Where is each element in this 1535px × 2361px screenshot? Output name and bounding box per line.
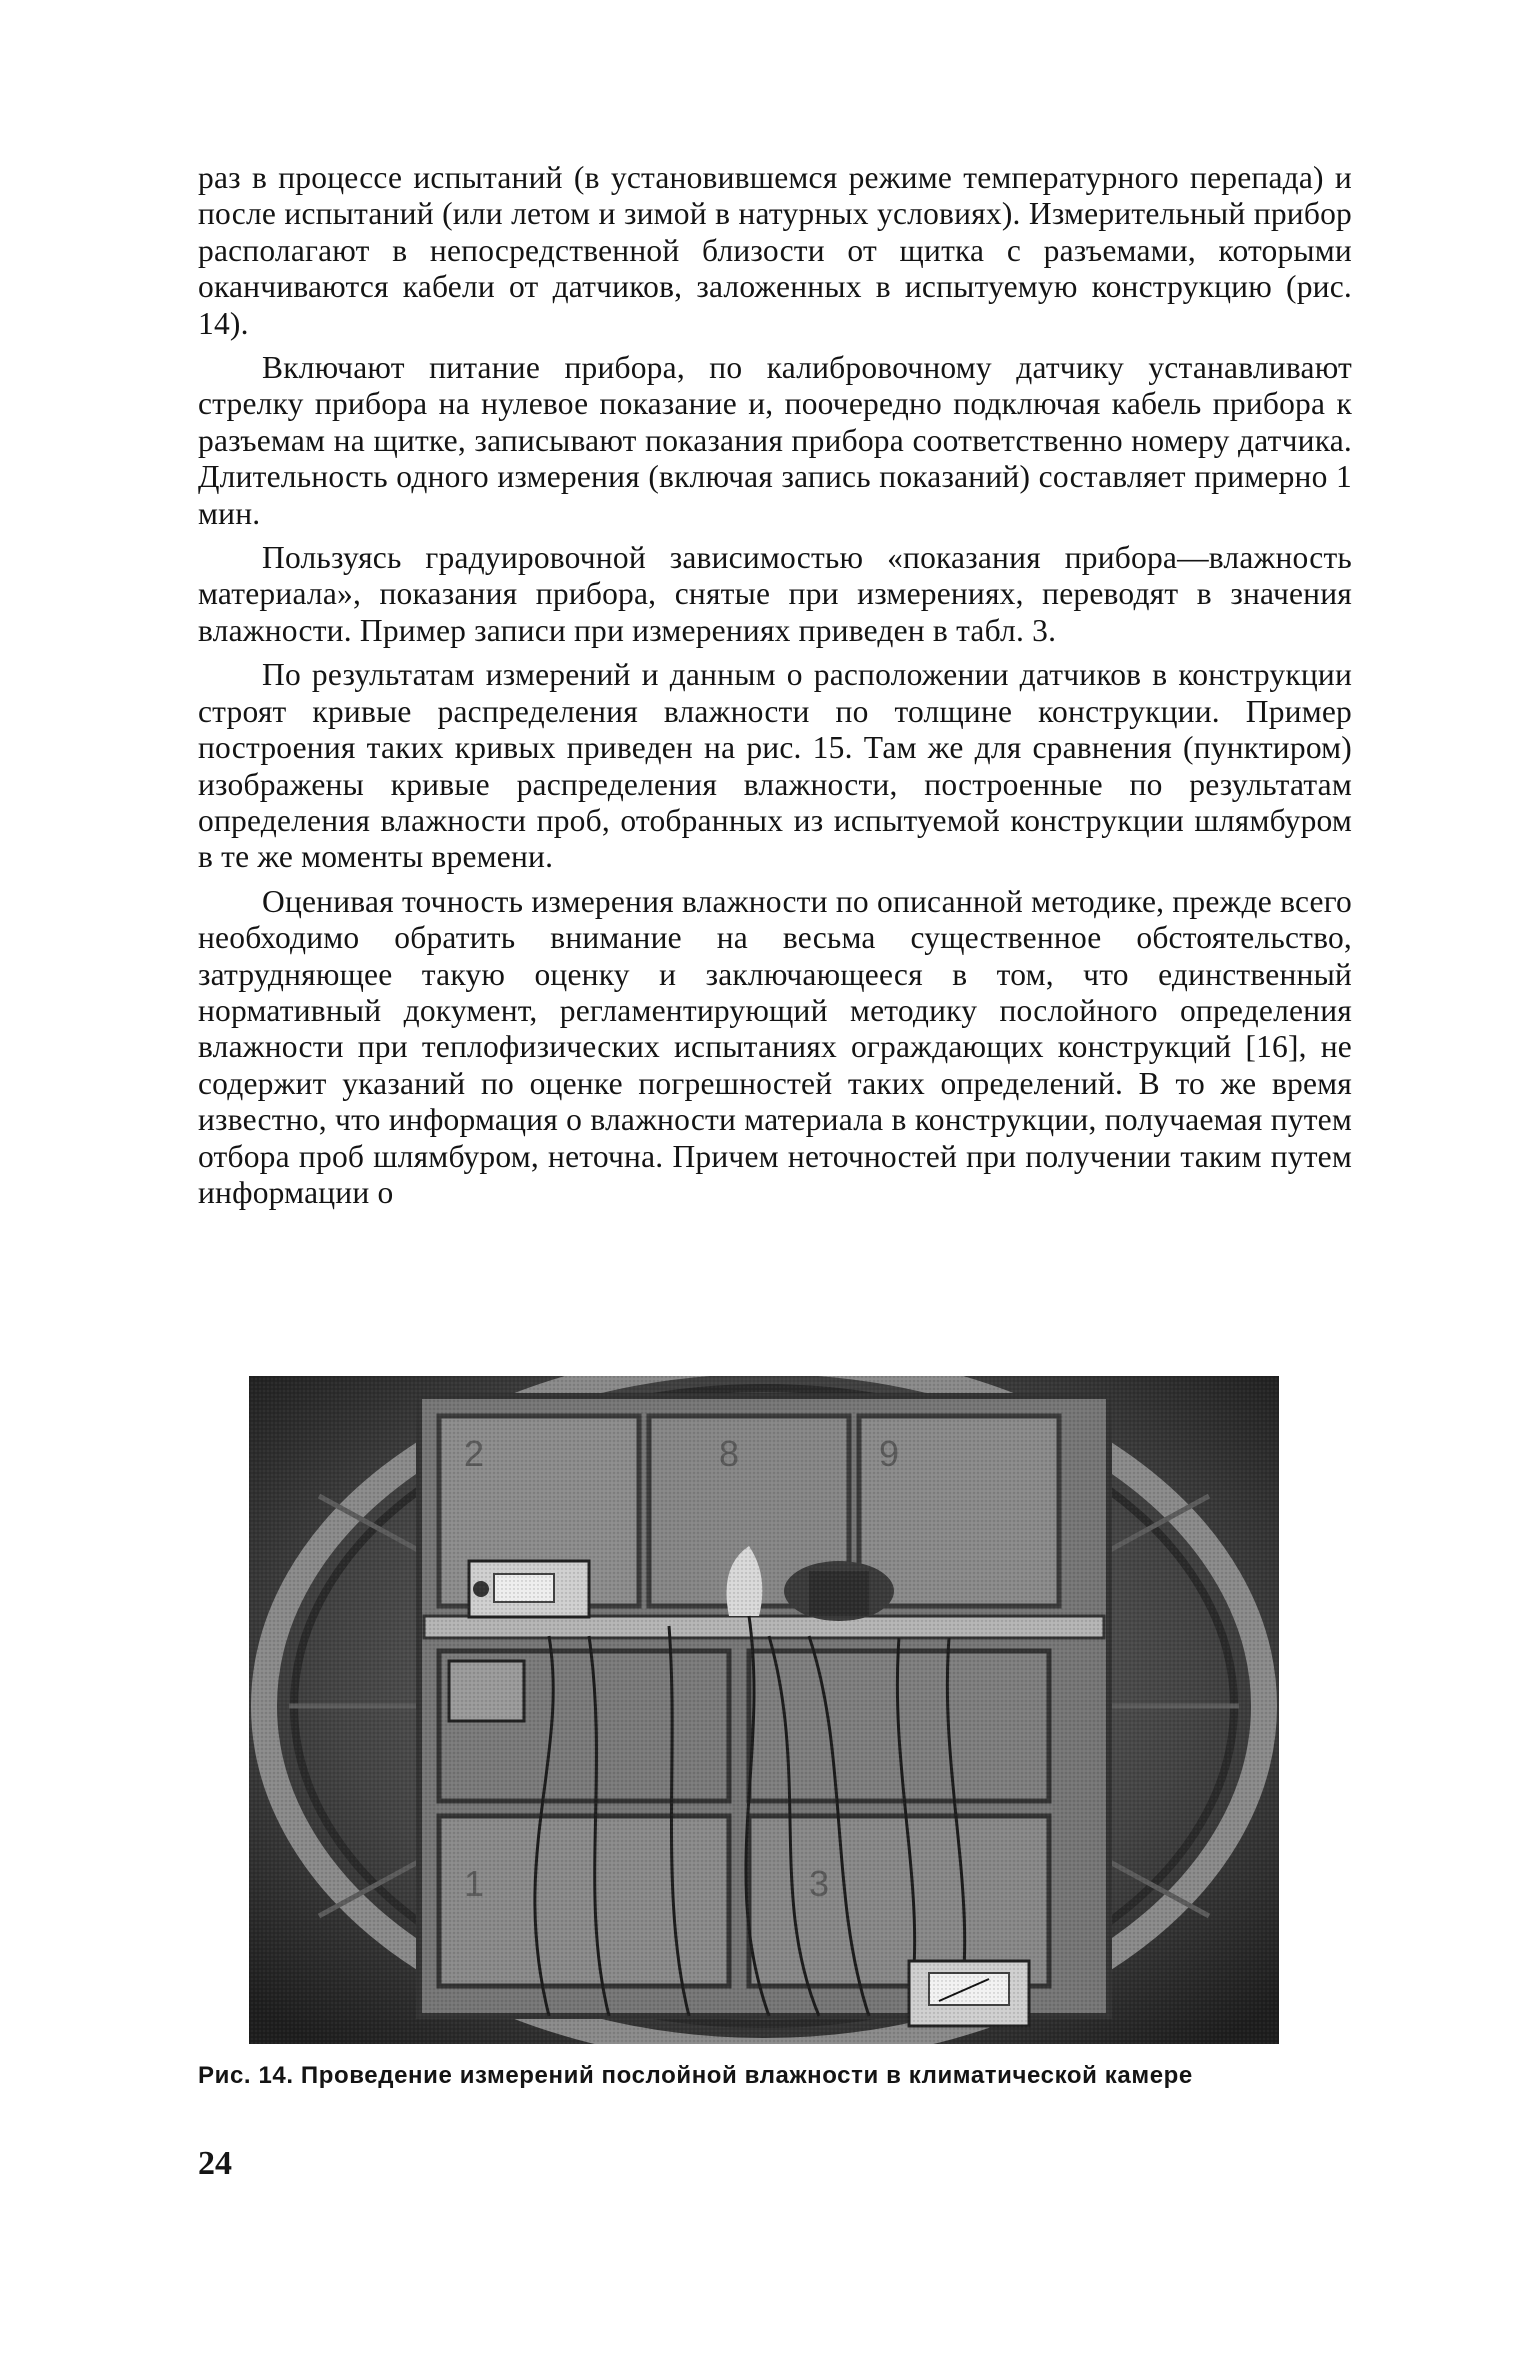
figure-caption: [198, 2062, 1352, 2090]
body-text: [198, 160, 1352, 1219]
page-number: 24: [198, 2145, 232, 2182]
paragraph-4: По результатам измерений и данным о расположении датчиков в конструкции строят кривые распределения влажности по толщине конструкции. Пример построения таких кривых приведен на рис. 15. Там же для сравнения (пунктиром) изображены кривые распределения влажности, построенные по результатам определения влажности проб, отобранных из испытуемой конструкции шлямбуром в те же моменты времени.: [198, 657, 1352, 875]
paragraph-2: Включают питание прибора, по калибровочному датчику устанавливают стрелку прибора на нулевое показание и, поочередно подключая кабель прибора к разъемам на щитке, записывают показания прибора соответственно номеру датчика. Длительность одного измерения (включая запись показаний) составляет примерно 1 мин.: [198, 350, 1352, 531]
paragraph-1: раз в процессе испытаний (в установившемся режиме температурного перепада) и после испытаний (или летом и зимой в натурных условиях). Измерительный прибор располагают в непосредственной близости от щитка с разъемами, которыми оканчиваются кабели от датчиков, заложенных в испытуемую конструкцию (рис. 14).: [198, 160, 1352, 341]
figure-photo: [249, 1376, 1279, 2044]
paragraph-3: Пользуясь градуировочной зависимостью «показания прибора—влажность материала», показания прибора, снятые при измерениях, переводят в значения влажности. Пример записи при измерениях приведен в табл. 3.: [198, 540, 1352, 648]
caption-label: Рис. 14.: [198, 2062, 294, 2089]
paragraph-5: Оценивая точность измерения влажности по описанной методике, прежде всего необходимо обратить внимание на весьма существенное обстоятельство, затрудняющее такую оценку и заключающееся в том, что единственный нормативный документ, регламентирующий методику послойного определения влажности при теплофизических испытаниях ограждающих конструкций [16], не содержит указаний по оценке погрешностей таких определений. В то же время известно, что информация о влажности материала в конструкции, получаемая путем отбора проб шлямбуром, неточна. Причем неточностей при получении таким путем информации о: [198, 883, 1352, 1210]
caption-text: Проведение измерений послойной влажности в климатической камере: [300, 2062, 1193, 2089]
